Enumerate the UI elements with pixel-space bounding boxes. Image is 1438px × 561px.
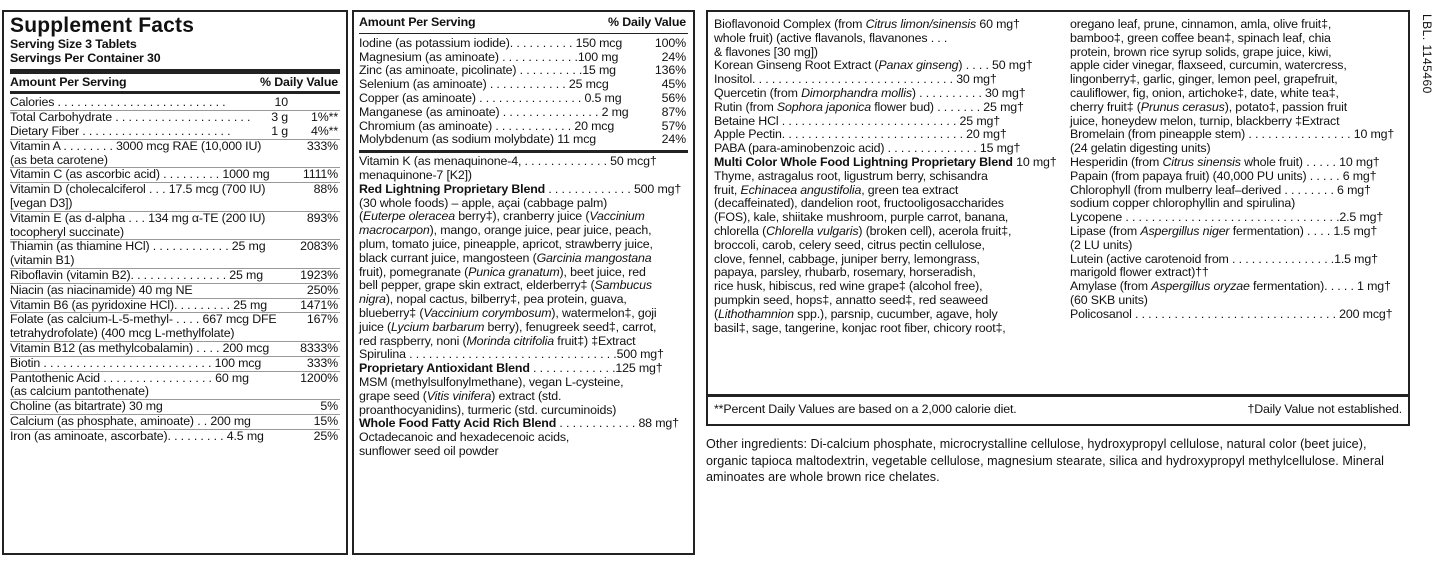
- nutrient-row: [10, 430, 340, 444]
- nutrient-row: [10, 254, 340, 268]
- nutrient-daily-value: 15%: [313, 413, 338, 428]
- nutrient-name: [vegan D3]): [10, 195, 73, 210]
- nutrient-row: [10, 299, 340, 313]
- supplement-facts-panel-1: [2, 10, 348, 555]
- nutrient-row: [10, 400, 340, 414]
- divider: [359, 33, 688, 34]
- nutrient-row: [10, 168, 340, 182]
- nutrient-name: Vitamin A . . . . . . . . 3000 mcg RAE (10,000 IU): [10, 138, 262, 153]
- multi-color-blend-line: clove, fennel, cabbage, juniper berry, lemongrass,: [714, 251, 980, 266]
- panel3-left-line: Bioflavonoid Complex (from Citrus limon/sinensis 60 mg†: [714, 17, 1020, 31]
- mineral-daily-value: 56%: [661, 90, 686, 105]
- red-blend-line: (Euterpe oleracea berry‡), cranberry juice (Vaccinium: [359, 209, 645, 224]
- red-blend-amount: . . . . . . . . . . . . . 500 mg†: [545, 181, 682, 196]
- nutrient-name: tetrahydrofolate) (400 mcg L-methylfolate): [10, 326, 235, 341]
- mineral-name: Iodine (as potassium iodide). . . . . . . . . . 150 mcg: [359, 35, 623, 50]
- panel3-right-line: cauliflower, fig, onion, artichoke‡, date, white tea‡,: [1070, 85, 1339, 100]
- multi-color-blend-line: Thyme, astragalus root, ligustrum berry, schisandra: [714, 168, 988, 183]
- panel3-right-line: lingonberry‡, garlic, ginger, lemon peel, grapefruit,: [1070, 72, 1338, 87]
- nutrient-name: Pantothenic Acid . . . . . . . . . . . . . . . . . 60 mg: [10, 370, 249, 385]
- vitamin-k-line-1: Vitamin K (as menaquinone-4, . . . . . . . . . . . . . 50 mcg†: [359, 154, 657, 169]
- nutrient-name: Vitamin B12 (as methylcobalamin) . . . . 200 mcg: [10, 340, 270, 355]
- nutrient-daily-value: 893%: [306, 210, 338, 225]
- nutrient-name: tocopheryl succinate): [10, 224, 124, 239]
- nutrient-amount: 1 g: [271, 123, 288, 138]
- panel3-right-line: Policosanol . . . . . . . . . . . . . . . . . . . . . . . . . . . . . . . 200 mcg†: [1070, 306, 1393, 321]
- multi-color-blend-line: (decaffeinated), dandelion root, fructooligosaccharides: [714, 196, 1004, 211]
- nutrient-list: [10, 96, 340, 443]
- supplement-facts-panel-3: [706, 10, 1410, 426]
- panel3-right-line: Bromelain (from pineapple stem) . . . . . . . . . . . . . . . . 10 mg†: [1070, 127, 1395, 142]
- nutrient-name: (as calcium pantothenate): [10, 384, 149, 399]
- panel3-left-line: Quercetin (from Dimorphandra mollis) . . . . . . . . . . 30 mg†: [714, 85, 1026, 100]
- mineral-daily-value: 57%: [661, 118, 686, 133]
- antioxidant-blend-title: Proprietary Antioxidant Blend: [359, 361, 530, 376]
- other-ingredients: Other ingredients: Di-calcium phosphate, microcrystalline cellulose, hydroxypropyl cellulose, natural color (beet juice), organic tapioca maltodextrin, vegetable cellulose, magnesium stearate, silica and hydroxypropyl methylcellulose. Mineral aminoates are whole brown rice chelates.: [706, 437, 1385, 484]
- panel3-left-line: & flavones [30 mg]): [714, 44, 818, 59]
- panel3-right-line: bamboo‡, green coffee bean‡, spinach leaf, chia: [1070, 30, 1331, 45]
- antioxidant-blend-ingredients: [359, 376, 688, 417]
- multi-color-blend-line: fruit, Echinacea angustifolia, green tea extract: [714, 182, 959, 197]
- serving-size: Serving Size 3 Tablets: [10, 37, 137, 51]
- nutrient-row: [10, 357, 340, 371]
- panel3-left-line: Korean Ginseng Root Extract (Panax ginseng) . . . . 50 mg†: [714, 58, 1033, 73]
- nutrient-row: [10, 313, 340, 327]
- label-code: LBL. 1145460: [1420, 14, 1434, 94]
- footnote-divider: [708, 394, 1408, 397]
- multi-color-blend-line: pumpkin seed, hops‡, annatto seed‡, red seaweed: [714, 292, 989, 307]
- mineral-daily-value: 24%: [661, 49, 686, 64]
- nutrient-row: [10, 372, 340, 386]
- amount-header-right-2: % Daily Value: [608, 15, 686, 29]
- nutrient-daily-value: 250%: [306, 282, 338, 297]
- nutrient-row: [10, 111, 340, 125]
- red-blend-line: fruit), pomegranate (Punica granatum), beet juice, red: [359, 264, 646, 279]
- mineral-name: Manganese (as aminoate) . . . . . . . . . . . . . . . 2 mg: [359, 104, 629, 119]
- nutrient-amount: 3 g: [271, 110, 288, 125]
- nutrient-name: Calcium (as phosphate, aminoate) . . 200 mg: [10, 413, 251, 428]
- panel3-left-column: [714, 18, 1066, 335]
- nutrient-name: Vitamin C (as ascorbic acid) . . . . . . . . . 1000 mg: [10, 167, 270, 182]
- mineral-row: [359, 37, 688, 51]
- amount-header: [10, 76, 340, 90]
- nutrient-daily-value: 25%: [313, 428, 338, 443]
- nutrient-daily-value: 88%: [313, 182, 338, 197]
- mineral-row: [359, 51, 688, 65]
- multi-color-blend-line: broccoli, carob, celery seed, citrus pectin cellulose,: [714, 237, 985, 252]
- mineral-row: [359, 120, 688, 134]
- panel3-right-line: Hesperidin (from Citrus sinensis whole fruit) . . . . . 10 mg†: [1070, 154, 1380, 169]
- nutrient-daily-value: 4%**: [311, 123, 338, 138]
- servings-per-container: Servings Per Container 30: [10, 50, 161, 65]
- red-blend-title: Red Lightning Proprietary Blend: [359, 181, 546, 196]
- mineral-row: [359, 78, 688, 92]
- panel3-right-column: [1070, 18, 1406, 322]
- panel3-right-line: oregano leaf, prune, cinnamon, amla, olive fruit‡,: [1070, 17, 1332, 31]
- antioxidant-blend-amount: . . . . . . . . . . . . .125 mg†: [529, 361, 663, 376]
- panel3-right-line: (24 gelatin digesting units): [1070, 141, 1211, 156]
- nutrient-row: [10, 197, 340, 211]
- panel3-right-line: marigold flower extract)††: [1070, 265, 1209, 280]
- antioxidant-blend-line: MSM (methylsulfonylmethane), vegan L-cysteine,: [359, 374, 624, 389]
- spirulina-row: Spirulina . . . . . . . . . . . . . . . . . . . . . . . . . . . . . . . .500 mg†: [359, 347, 664, 362]
- panel3-left-line: Rutin (from Sophora japonica flower bud) . . . . . . . 25 mg†: [714, 99, 1024, 114]
- multi-color-blend-line: chlorella (Chlorella vulgaris) (broken cell), acerola fruit‡,: [714, 223, 1012, 238]
- panel3-right-line: apple cider vinegar, flaxseed, curcumin, watercress,: [1070, 58, 1347, 73]
- nutrient-name: (vitamin B1): [10, 253, 75, 268]
- nutrient-name: Biotin . . . . . . . . . . . . . . . . . . . . . . . . . . 100 mcg: [10, 355, 262, 370]
- nutrient-row: [10, 183, 340, 197]
- footnote-daily-value-basis: **Percent Daily Values are based on a 2,000 calorie diet.: [714, 402, 1017, 416]
- mineral-name: Molybdenum (as sodium molybdate) 11 mcg: [359, 132, 597, 147]
- panel3-right-line: sodium copper chlorophyllin and spirulina): [1070, 196, 1296, 211]
- red-blend-line: nigra), nopal cactus, bilberry‡, pea protein, guava,: [359, 292, 627, 307]
- red-blend-ingredients: [359, 197, 688, 349]
- multi-color-blend-line: basil‡, sage, tangerine, konjac root fiber, chicory root‡,: [714, 320, 1006, 335]
- nutrient-daily-value: 333%: [306, 355, 338, 370]
- mineral-daily-value: 45%: [661, 77, 686, 92]
- nutrient-amount: 10: [274, 95, 288, 110]
- mineral-row: [359, 133, 688, 147]
- nutrient-daily-value: 333%: [306, 138, 338, 153]
- panel3-left-list: [714, 18, 1066, 156]
- nutrient-row: [10, 125, 340, 139]
- panel3-left-line: whole fruit) (active flavanols, flavanones . . .: [714, 30, 948, 45]
- nutrient-row: [10, 284, 340, 298]
- amount-header-2: [359, 16, 688, 30]
- nutrient-name: Riboflavin (vitamin B2). . . . . . . . . . . . . . . 25 mg: [10, 267, 263, 282]
- amount-header-right: % Daily Value: [260, 74, 338, 89]
- fatty-acid-blend-line: sunflower seed oil powder: [359, 443, 499, 458]
- nutrient-row: [10, 385, 340, 399]
- divider-medium: [359, 150, 688, 153]
- antioxidant-blend-line: grape seed (Vitis vinifera) extract (std.: [359, 388, 562, 403]
- mineral-row: [359, 92, 688, 106]
- nutrient-row: [10, 96, 340, 110]
- multi-color-blend-title: Multi Color Whole Food Lightning Proprietary Blend: [714, 154, 1013, 169]
- nutrient-row: [10, 154, 340, 168]
- panel3-right-line: Papain (from papaya fruit) (40,000 PU units) . . . . . 6 mg†: [1070, 168, 1377, 183]
- nutrient-row: [10, 415, 340, 429]
- panel3-left-line: PABA (para-aminobenzoic acid) . . . . . . . . . . . . . . 15 mg†: [714, 141, 1021, 156]
- multi-color-blend-line: (Lithothamnion spp.), parsnip, cucumber, agave, holy: [714, 306, 998, 321]
- divider-medium: [10, 91, 340, 94]
- footnote-not-established: †Daily Value not established.: [1247, 402, 1402, 416]
- nutrient-name: Niacin (as niacinamide) 40 mg NE: [10, 282, 193, 297]
- panel3-right-line: Chlorophyll (from mulberry leaf–derived . . . . . . . . 6 mg†: [1070, 182, 1371, 197]
- panel3-left-line: Apple Pectin. . . . . . . . . . . . . . . . . . . . . . . . . . . . 20 mg†: [714, 127, 1007, 142]
- nutrient-row: [10, 240, 340, 254]
- amount-header-left: Amount Per Serving: [10, 74, 127, 89]
- panel3-right-line: (2 LU units): [1070, 237, 1133, 252]
- nutrient-row: [10, 269, 340, 283]
- fatty-acid-blend-amount: . . . . . . . . . . . . 88 mg†: [556, 416, 679, 431]
- nutrient-daily-value: 2083%: [300, 239, 338, 254]
- panel3-right-line: protein, brown rice syrup solids, grape juice, kiwi,: [1070, 44, 1332, 59]
- panel3-right-list: [1070, 18, 1406, 322]
- red-blend-line: juice (Lycium barbarum berry), fenugreek seed‡, carrot,: [359, 319, 657, 334]
- fatty-acid-blend-ingredients: [359, 431, 688, 459]
- nutrient-name: (as beta carotene): [10, 152, 108, 167]
- panel3-right-line: Amylase (from Aspergillus oryzae fermentation). . . . . 1 mg†: [1070, 279, 1391, 294]
- nutrient-daily-value: 8333%: [300, 340, 338, 355]
- nutrient-daily-value: 1471%: [300, 297, 338, 312]
- antioxidant-blend-line: proanthocyanidins), turmeric (std. curcuminoids): [359, 402, 617, 417]
- nutrient-row: [10, 212, 340, 226]
- nutrient-name: Choline (as bitartrate) 30 mg: [10, 399, 163, 414]
- vitamin-k-line-2: menaquinone-7 [K2]): [359, 167, 472, 182]
- panel3-left-line: Inositol. . . . . . . . . . . . . . . . . . . . . . . . . . . . . . . 30 mg†: [714, 72, 997, 87]
- fatty-acid-blend-line: Octadecanoic and hexadecenoic acids,: [359, 430, 570, 445]
- nutrient-name: Iron (as aminoate, ascorbate). . . . . . . . . 4.5 mg: [10, 428, 264, 443]
- mineral-daily-value: 136%: [654, 63, 686, 78]
- nutrient-daily-value: 1%**: [311, 110, 338, 125]
- panel3-right-line: Lipase (from Aspergillus niger fermentation) . . . . 1.5 mg†: [1070, 223, 1378, 238]
- panel3-right-line: juice, honeydew melon, turnip, blackberry ‡Extract: [1070, 113, 1340, 128]
- nutrient-daily-value: 1200%: [300, 370, 338, 385]
- nutrient-name: Vitamin B6 (as pyridoxine HCl). . . . . . . . . 25 mg: [10, 297, 267, 312]
- mineral-name: Selenium (as aminoate) . . . . . . . . . . . . 25 mcg: [359, 77, 609, 92]
- panel3-left-line: Betaine HCl . . . . . . . . . . . . . . . . . . . . . . . . . . . 25 mg†: [714, 113, 1000, 128]
- red-blend-line: bell pepper, grape skin extract, elderberry‡ (Sambucus: [359, 278, 652, 293]
- fatty-acid-blend-title: Whole Food Fatty Acid Rich Blend: [359, 416, 557, 431]
- multi-color-blend-amount: 10 mg†: [1012, 154, 1057, 169]
- red-blend-line: (30 whole foods) – apple, açai (cabbage palm): [359, 195, 608, 210]
- nutrient-row: [10, 342, 340, 356]
- multi-color-blend-line: rice husk, hibiscus, red wine grape‡ (alcohol free),: [714, 279, 983, 294]
- divider-thick: [10, 69, 340, 74]
- mineral-daily-value: 87%: [661, 104, 686, 119]
- mineral-daily-value: 100%: [654, 35, 686, 50]
- nutrient-daily-value: 1923%: [300, 267, 338, 282]
- multi-color-blend-ingredients: [714, 170, 1066, 336]
- red-blend-line: macrocarpon), mango, orange juice, pear juice, peach,: [359, 223, 652, 238]
- multi-color-blend-line: (FOS), kale, shiitake mushroom, purple carrot, banana,: [714, 210, 1009, 225]
- panel3-right-line: cherry fruit‡ (Prunus cerasus), potato‡, passion fruit: [1070, 99, 1348, 114]
- mineral-daily-value: 24%: [661, 132, 686, 147]
- mineral-name: Magnesium (as aminoate) . . . . . . . . . . . .100 mg: [359, 49, 619, 64]
- panel-title: Supplement Facts: [10, 14, 195, 37]
- mineral-row: [359, 64, 688, 78]
- red-blend-line: blueberry‡ (Vaccinium corymbosum), watermelon‡, goji: [359, 305, 657, 320]
- nutrient-name: Vitamin E (as d-alpha . . . 134 mg α-TE (200 IU): [10, 210, 266, 225]
- nutrient-daily-value: 1111%: [302, 167, 338, 182]
- nutrient-row: [10, 140, 340, 154]
- red-blend-line: black currant juice, mangosteen (Garcinia mangostana: [359, 250, 652, 265]
- nutrient-daily-value: 167%: [306, 312, 338, 327]
- panel3-right-line: Lycopene . . . . . . . . . . . . . . . . . . . . . . . . . . . . . . . . .2.5 mg†: [1070, 210, 1384, 225]
- mineral-name: Zinc (as aminoate, picolinate) . . . . . . . . . .15 mg: [359, 63, 616, 78]
- nutrient-daily-value: 5%: [320, 399, 338, 414]
- supplement-facts-panel-2: [352, 10, 695, 555]
- nutrient-name: Thiamin (as thiamine HCl) . . . . . . . . . . . . 25 mg: [10, 239, 266, 254]
- red-blend-line: plum, tomato juice, pineapple, apricot, strawberry juice,: [359, 236, 653, 251]
- nutrient-name: Dietary Fiber . . . . . . . . . . . . . . . . . . . . . . .: [10, 123, 231, 138]
- nutrient-row: [10, 327, 340, 341]
- mineral-name: Copper (as aminoate) . . . . . . . . . . . . . . . . 0.5 mg: [359, 90, 622, 105]
- red-blend-line: red raspberry, noni (Morinda citrifolia fruit‡) ‡Extract: [359, 333, 636, 348]
- panel3-right-line: (60 SKB units): [1070, 292, 1148, 307]
- mineral-row: [359, 106, 688, 120]
- mineral-name: Chromium (as aminoate) . . . . . . . . . . . . 20 mcg: [359, 118, 615, 133]
- multi-color-blend-line: papaya, parsley, rhubarb, rosemary, horseradish,: [714, 265, 976, 280]
- nutrient-name: Calories . . . . . . . . . . . . . . . . . . . . . . . . . .: [10, 95, 226, 110]
- amount-header-left-2: Amount Per Serving: [359, 15, 476, 29]
- nutrient-name: Total Carbohydrate . . . . . . . . . . . . . . . . . . . . .: [10, 110, 251, 125]
- nutrient-name: Folate (as calcium-L-5-methyl- . . . . 667 mcg DFE: [10, 312, 277, 327]
- nutrient-name: Vitamin D (cholecalciferol . . . 17.5 mcg (700 IU): [10, 182, 266, 197]
- nutrient-row: [10, 226, 340, 240]
- panel3-right-line: Lutein (active carotenoid from . . . . . . . . . . . . . . . .1.5 mg†: [1070, 251, 1378, 266]
- mineral-list: [359, 37, 688, 147]
